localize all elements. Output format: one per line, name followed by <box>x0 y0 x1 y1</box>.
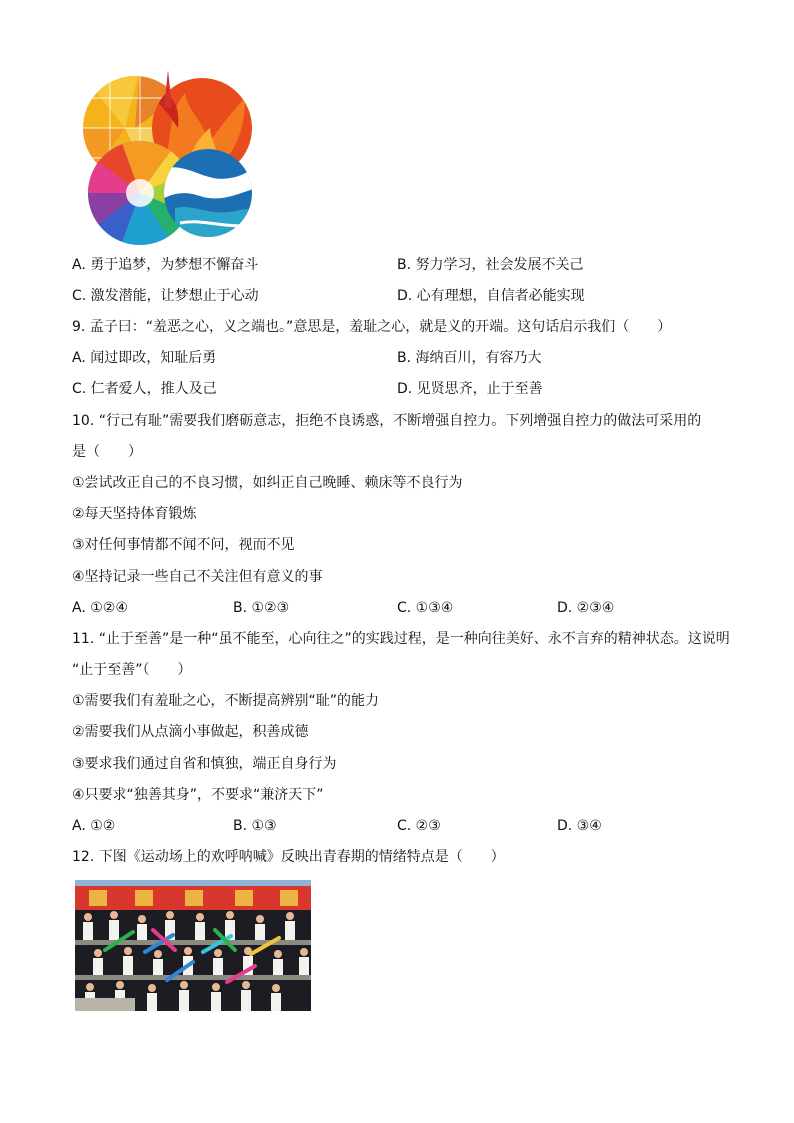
dream-logo-image <box>80 68 256 246</box>
stadium-cheering-photo <box>75 880 311 1011</box>
q9-option-c: C. 仁者爱人，推人及己 <box>72 381 217 397</box>
q10-item-2: ②每天坚持体育锻炼 <box>72 506 197 522</box>
q12-stem: 12. 下图《运动场上的欢呼呐喊》反映出青春期的情绪特点是（ ） <box>72 849 505 865</box>
q8-option-d: D. 心有理想，自信者必能实现 <box>397 288 585 304</box>
q9-option-b: B. 海纳百川，有容乃大 <box>397 350 542 366</box>
q9-option-a: A. 闻过即改，知耻后勇 <box>72 350 217 366</box>
q10-stem-line2: 是（ ） <box>72 444 142 460</box>
q11-stem-line1: 11. “止于至善”是一种“虽不能至，心向往之”的实践过程，是一种向往美好、永不言弃的精神状态。这说明 <box>72 631 730 647</box>
q10-item-4: ④坚持记录一些自己不关注但有意义的事 <box>72 569 323 585</box>
q8-option-a: A. 勇于追梦，为梦想不懈奋斗 <box>72 257 259 273</box>
q11-item-2: ②需要我们从点滴小事做起，积善成德 <box>72 724 309 740</box>
q10-item-3: ③对任何事情都不闻不问，视而不见 <box>72 537 295 553</box>
q9-option-d: D. 见贤思齐，止于至善 <box>397 381 543 397</box>
q10-option-b: B. ①②③ <box>233 600 290 616</box>
q10-stem-line1: 10. “行己有耻”需要我们磨砺意志，拒绝不良诱惑，不断增强自控力。下列增强自控力的做法可采用的 <box>72 413 702 429</box>
q8-option-b: B. 努力学习，社会发展不关己 <box>397 257 584 273</box>
q11-item-3: ③要求我们通过自省和慎独，端正自身行为 <box>72 756 337 772</box>
q11-item-4: ④只要求“独善其身”，不要求“兼济天下” <box>72 787 324 803</box>
q10-option-a: A. ①②④ <box>72 600 128 616</box>
q11-stem-line2: “止于至善”（ ） <box>72 662 192 678</box>
q11-option-b: B. ①③ <box>233 818 277 834</box>
q11-option-a: A. ①② <box>72 818 116 834</box>
q8-option-c: C. 激发潜能，让梦想止于心动 <box>72 288 259 304</box>
q10-item-1: ①尝试改正自己的不良习惯，如纠正自己晚睡、赖床等不良行为 <box>72 475 463 491</box>
q11-option-c: C. ②③ <box>397 818 441 834</box>
q10-option-c: C. ①③④ <box>397 600 454 616</box>
q11-item-1: ①需要我们有羞耻之心，不断提高辨别“耻”的能力 <box>72 693 380 709</box>
q11-option-d: D. ③④ <box>557 818 602 834</box>
q10-option-d: D. ②③④ <box>557 600 615 616</box>
q9-stem: 9. 孟子曰：“羞恶之心，义之端也。”意思是，羞耻之心，就是义的开端。这句话启示我们（ ） <box>72 319 672 335</box>
